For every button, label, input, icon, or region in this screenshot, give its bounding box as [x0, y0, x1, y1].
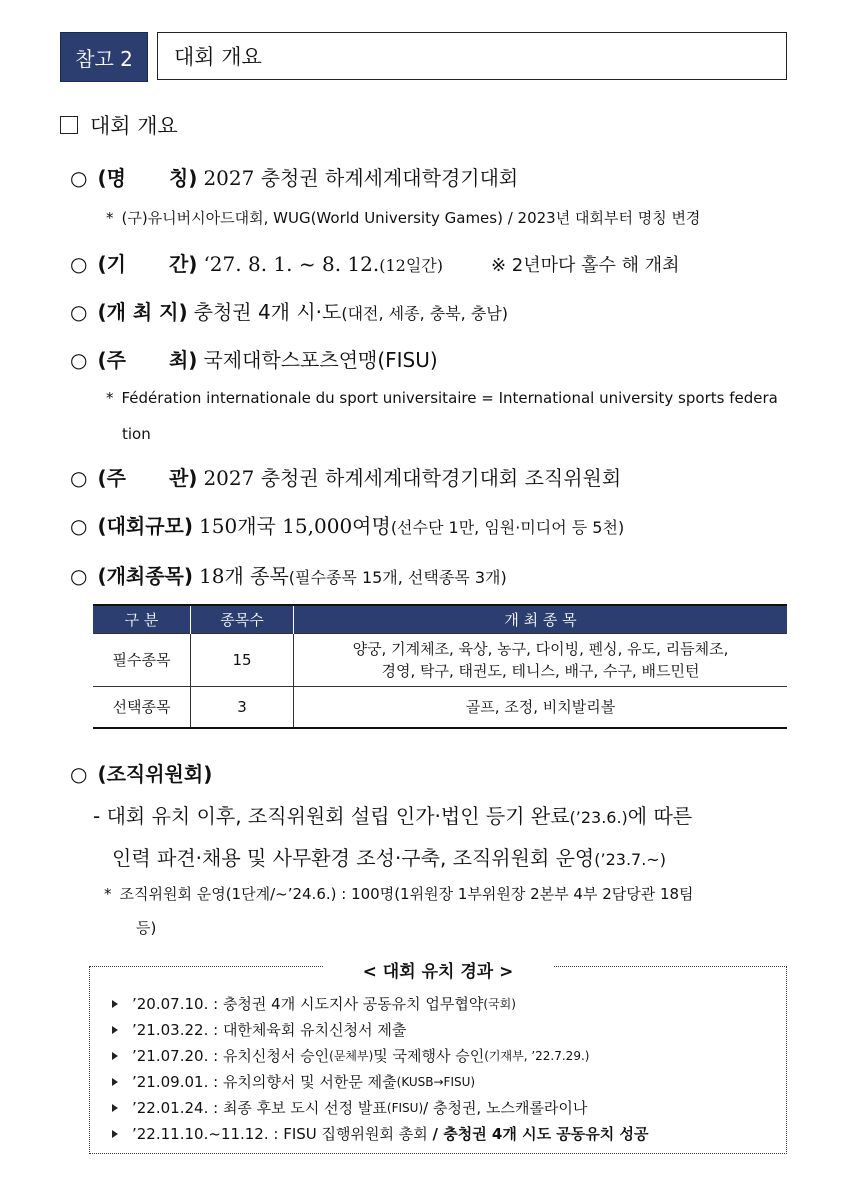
table-row — [93, 687, 787, 729]
label-part: 칭) — [168, 166, 198, 190]
bid-history-list — [112, 991, 648, 1147]
bid-history-title — [90, 957, 786, 982]
label-part: (주 — [97, 466, 126, 490]
history-date: ’21.07.20. — [132, 1047, 209, 1065]
table-cell-type: 필수종목 — [93, 634, 191, 687]
item-name-note — [106, 200, 700, 236]
committee-text: 인력 파견·채용 및 사무환경 조성·구축, 조직위원회 운영 — [112, 846, 595, 870]
note-text: 조직위원회 운영(1단계/~’24.6.) : 100명(1위원장 1부위원장 2본부 4부 2담당관 18팀 — [119, 885, 694, 903]
item-name-label — [97, 162, 197, 191]
history-note: (기재부, ’22.7.29.) — [484, 1049, 590, 1063]
history-note: (FISU) — [386, 1101, 424, 1115]
note-text: (구)유니버시아드대회, WUG(World University Games) / 2023년 대회부터 명칭 변경 — [121, 209, 701, 227]
history-text: / 충청권, 노스캐롤라이나 — [423, 1099, 588, 1117]
item-organizer — [70, 462, 621, 491]
history-note: (KUSB→FISU) — [396, 1075, 476, 1089]
committee-line-2 — [112, 842, 666, 871]
circle-bullet-icon: ○ — [70, 564, 88, 588]
table-cell-type: 선택종목 — [93, 687, 191, 729]
label-part: 최) — [168, 348, 198, 372]
reference-tag: 참고 2 — [60, 32, 148, 82]
asterisk-icon: * — [104, 885, 112, 903]
item-period-label — [97, 248, 197, 277]
circle-bullet-icon: ○ — [70, 300, 88, 324]
committee-date: (’23.7.~) — [594, 850, 666, 869]
table-header-events: 개 최 종 목 — [294, 605, 788, 634]
item-venue-detail: (대전, 세종, 충북, 충남) — [341, 304, 508, 323]
history-note: (문체부) — [329, 1049, 374, 1063]
item-events-label: (개최종목) — [97, 564, 194, 588]
history-text: 유치신청서 승인 — [222, 1047, 330, 1065]
triangle-bullet-icon — [112, 1026, 118, 1034]
list-item: ’21.07.20. : 유치신청서 승인 (문체부) 및 국제행사 승인 (기재부, ’22.7.29.) — [112, 1043, 648, 1069]
history-date: ’22.01.24. — [132, 1099, 209, 1117]
section-title — [60, 110, 178, 140]
label-part: (기 — [97, 252, 126, 276]
committee-note — [104, 876, 694, 912]
history-note: (국회) — [483, 997, 516, 1011]
triangle-bullet-icon — [112, 1052, 118, 1060]
item-host-note-cont: tion — [122, 425, 151, 443]
item-host-label — [97, 344, 197, 373]
list-item: ’21.09.01. : 유치의향서 및 서한문 제출 (KUSB→FISU) — [112, 1069, 648, 1095]
note-text: Fédération internationale du sport universitaire = International university sports federa — [121, 389, 778, 407]
item-organizer-label — [97, 462, 197, 491]
list-item: ’22.11.10.~11.12. : FISU 집행위원회 총회 / 충청권 4개 시도 공동유치 성공 — [112, 1121, 648, 1147]
item-organizer-value: 2027 충청권 하계세계대학경기대회 조직위원회 — [203, 466, 622, 490]
bid-history-box — [89, 962, 787, 1154]
item-host — [70, 344, 438, 373]
item-host-value: 국제대학스포츠연맹(FISU) — [203, 348, 438, 372]
history-highlight: / 충청권 4개 시도 공동유치 성공 — [432, 1125, 649, 1143]
history-date: ’21.03.22. — [132, 1021, 209, 1039]
circle-bullet-icon: ○ — [70, 166, 88, 190]
item-committee-label: (조직위원회) — [97, 762, 213, 786]
item-events-detail: (필수종목 15개, 선택종목 3개) — [288, 568, 507, 587]
item-name-value: 2027 충청권 하계세계대학경기대회 — [203, 166, 519, 190]
history-text: 대한체육회 유치신청서 제출 — [222, 1021, 407, 1039]
events-table — [93, 604, 787, 729]
circle-bullet-icon: ○ — [70, 762, 88, 786]
item-committee — [70, 758, 218, 787]
page-title: 대회 개요 — [157, 32, 787, 80]
list-item: ’20.07.10. : 충청권 4개 시도지사 공동유치 업무협약 (국회) — [112, 991, 648, 1017]
asterisk-icon: * — [106, 209, 114, 227]
circle-bullet-icon: ○ — [70, 466, 88, 490]
label-part: (명 — [97, 166, 126, 190]
history-date: ’20.07.10. — [132, 995, 209, 1013]
triangle-bullet-icon — [112, 1000, 118, 1008]
item-scale-label: (대회규모) — [97, 514, 194, 538]
item-period-extra: ※ 2년마다 홀수 해 개최 — [490, 255, 680, 276]
history-text: 및 국제행사 승인 — [373, 1047, 485, 1065]
section-title-text: 대회 개요 — [90, 114, 178, 138]
item-venue-label: (개 최 지) — [97, 300, 188, 324]
list-item: ’21.03.22. : 대한체육회 유치신청서 제출 — [112, 1017, 648, 1043]
table-header-count: 종목수 — [191, 605, 294, 634]
table-cell-events: 골프, 조정, 비치발리볼 — [294, 687, 788, 729]
item-period-value: ‘27. 8. 1. ~ 8. 12. — [203, 252, 380, 276]
item-scale-detail: (선수단 1만, 임원·미디어 등 5천) — [390, 518, 625, 537]
asterisk-icon: * — [106, 389, 114, 407]
item-scale-value: 150개국 15,000여명 — [199, 514, 391, 538]
circle-bullet-icon: ○ — [70, 348, 88, 372]
item-host-note — [106, 380, 778, 416]
table-row — [93, 634, 787, 687]
label-part: 간) — [168, 252, 198, 276]
committee-text: 에 따른 — [627, 804, 693, 828]
events-line: 양궁, 기계체조, 육상, 농구, 다이빙, 펜싱, 유도, 리듬체조, — [352, 640, 729, 658]
circle-bullet-icon: ○ — [70, 252, 88, 276]
history-date: ’21.09.01. — [132, 1073, 209, 1091]
table-cell-count: 15 — [191, 634, 294, 687]
item-events-value: 18개 종목 — [199, 564, 289, 588]
history-text: FISU 집행위원회 총회 — [283, 1125, 428, 1143]
history-text: 최종 후보 도시 선정 발표 — [222, 1099, 387, 1117]
table-cell-events — [294, 634, 788, 687]
triangle-bullet-icon — [112, 1078, 118, 1086]
table-header-type: 구 분 — [93, 605, 191, 634]
table-cell-count: 3 — [191, 687, 294, 729]
item-name — [70, 162, 518, 191]
committee-note-cont: 등) — [136, 919, 157, 937]
events-line: 경영, 탁구, 태권도, 테니스, 배구, 수구, 배드민턴 — [381, 662, 700, 680]
committee-date: (’23.6.) — [569, 808, 628, 827]
circle-bullet-icon: ○ — [70, 514, 88, 538]
triangle-bullet-icon — [112, 1130, 118, 1138]
triangle-bullet-icon — [112, 1104, 118, 1112]
history-text: 유치의향서 및 서한문 제출 — [222, 1073, 397, 1091]
history-date: ’22.11.10.~11.12. — [132, 1125, 269, 1143]
committee-line-1 — [93, 800, 692, 829]
table-header-row — [93, 605, 787, 634]
committee-text: - 대회 유치 이후, 조직위원회 설립 인가·법인 등기 완료 — [93, 804, 570, 828]
label-part: (주 — [97, 348, 126, 372]
item-events — [70, 560, 507, 589]
item-venue-value: 충청권 4개 시·도 — [193, 300, 342, 324]
item-venue — [70, 296, 508, 325]
item-period — [70, 248, 680, 277]
list-item: ’22.01.24. : 최종 후보 도시 선정 발표 (FISU) / 충청권, 노스캐롤라이나 — [112, 1095, 648, 1121]
label-part: 관) — [168, 466, 198, 490]
item-period-days: (12일간) — [379, 256, 443, 275]
bid-history-title-text: < 대회 유치 경과 > — [323, 962, 554, 982]
item-scale — [70, 510, 624, 539]
square-bullet-icon — [60, 116, 78, 134]
history-text: 충청권 4개 시도지사 공동유치 업무협약 — [222, 995, 484, 1013]
